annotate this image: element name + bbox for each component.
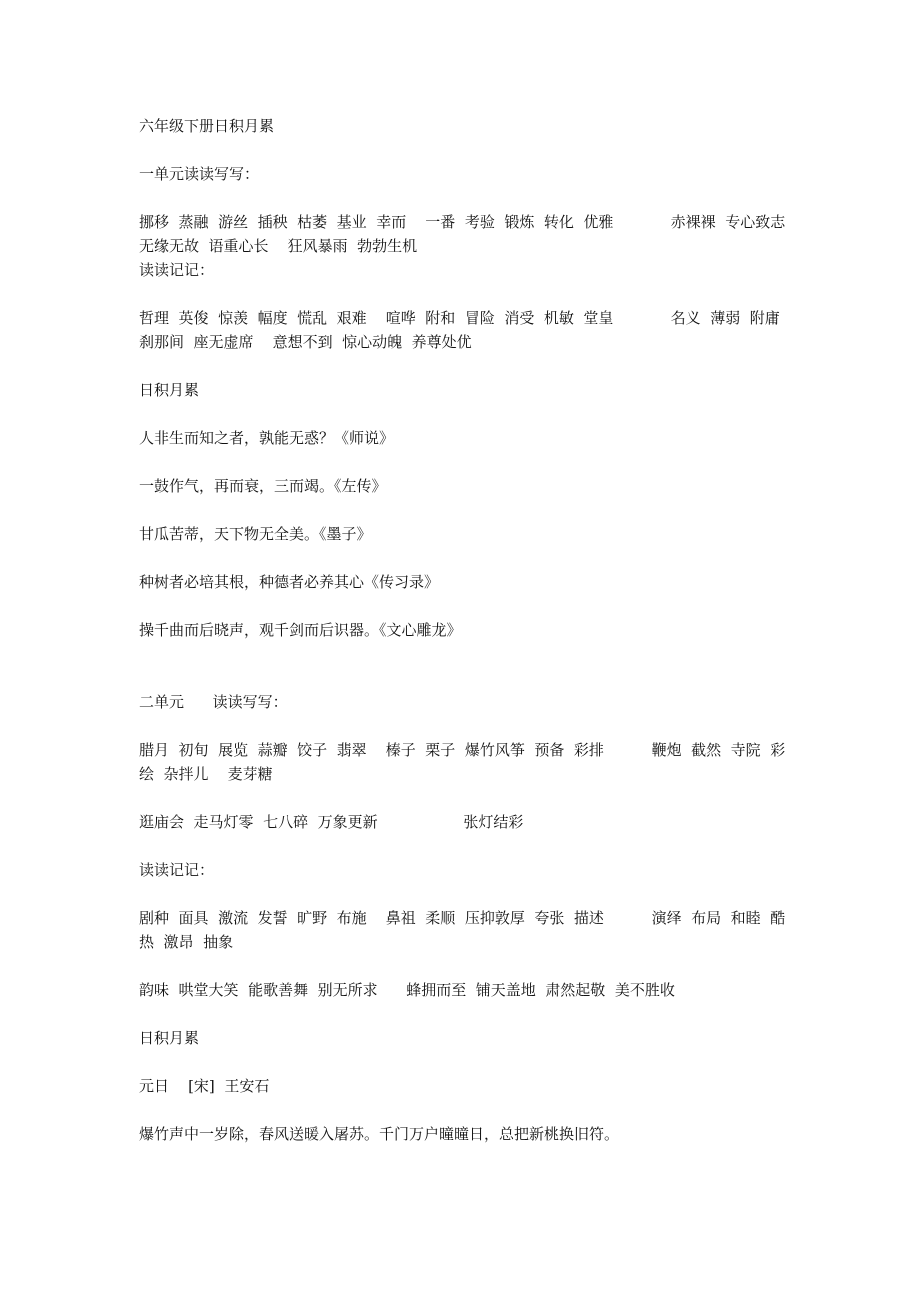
unit2-words-3: 剧种 面具 激流 发誓 旷野 布施 鼻祖 柔顺 压抑敦厚 夸张 描述 演绎 布局 和睦 酷热 激昂 抽象 xyxy=(139,909,786,951)
poem-title: 元日 [宋] 王安石 xyxy=(139,1077,270,1095)
unit2-words-1: 腊月 初旬 展览 蒜瓣 饺子 翡翠 榛子 栗子 爆竹风筝 预备 彩排 鞭炮 截然 寺院 彩绘 杂拌儿 麦芽糖 xyxy=(139,741,786,783)
unit2-words-4: 韵味 哄堂大笑 能歌善舞 别无所求 蜂拥而至 铺天盖地 肃然起敬 美不胜收 xyxy=(139,981,675,999)
unit1-words-1: 挪移 蒸融 游丝 插秧 枯萎 基业 幸而 一番 考验 锻炼 转化 优雅 赤裸裸 专心致志 无缘无故 语重心长 狂风暴雨 勃勃生机 xyxy=(139,213,795,255)
quote-item: 甘瓜苦蒂，天下物无全美。《墨子》 xyxy=(139,525,372,543)
quote-item: 一鼓作气，再而衰，三而竭。《左传》 xyxy=(139,477,387,495)
unit2-words-2: 逛庙会 走马灯零 七八碎 万象更新 张灯结彩 xyxy=(139,813,524,831)
quote-item: 操千曲而后晓声，观千剑而后识器。《文心雕龙》 xyxy=(139,621,462,639)
poem-text: 爆竹声中一岁除，春风送暖入屠苏。千门万户曈曈日，总把新桃换旧符。 xyxy=(139,1125,620,1143)
unit1-heading: 一单元读读写写： xyxy=(139,165,260,183)
unit1-words-2: 哲理 英俊 惊羡 幅度 慌乱 艰难 喧哗 附和 冒险 消受 机敏 堂皇 名义 薄弱 附庸 刹那间 座无虚席 意想不到 惊心动魄 养尊处优 xyxy=(139,309,790,351)
unit1-read-heading: 读读记记： xyxy=(139,261,215,279)
unit2-read-heading: 读读记记： xyxy=(139,861,215,879)
unit1-accumulate-heading: 日积月累 xyxy=(139,381,200,399)
quote-item: 种树者必培其根，种德者必养其心《传习录》 xyxy=(139,573,440,591)
quote-item: 人非生而知之者，孰能无惑？《师说》 xyxy=(139,429,395,447)
document-title: 六年级下册日积月累 xyxy=(139,117,275,135)
unit2-heading: 二单元 读读写写： xyxy=(139,693,288,711)
unit2-accumulate-heading: 日积月累 xyxy=(139,1029,200,1047)
